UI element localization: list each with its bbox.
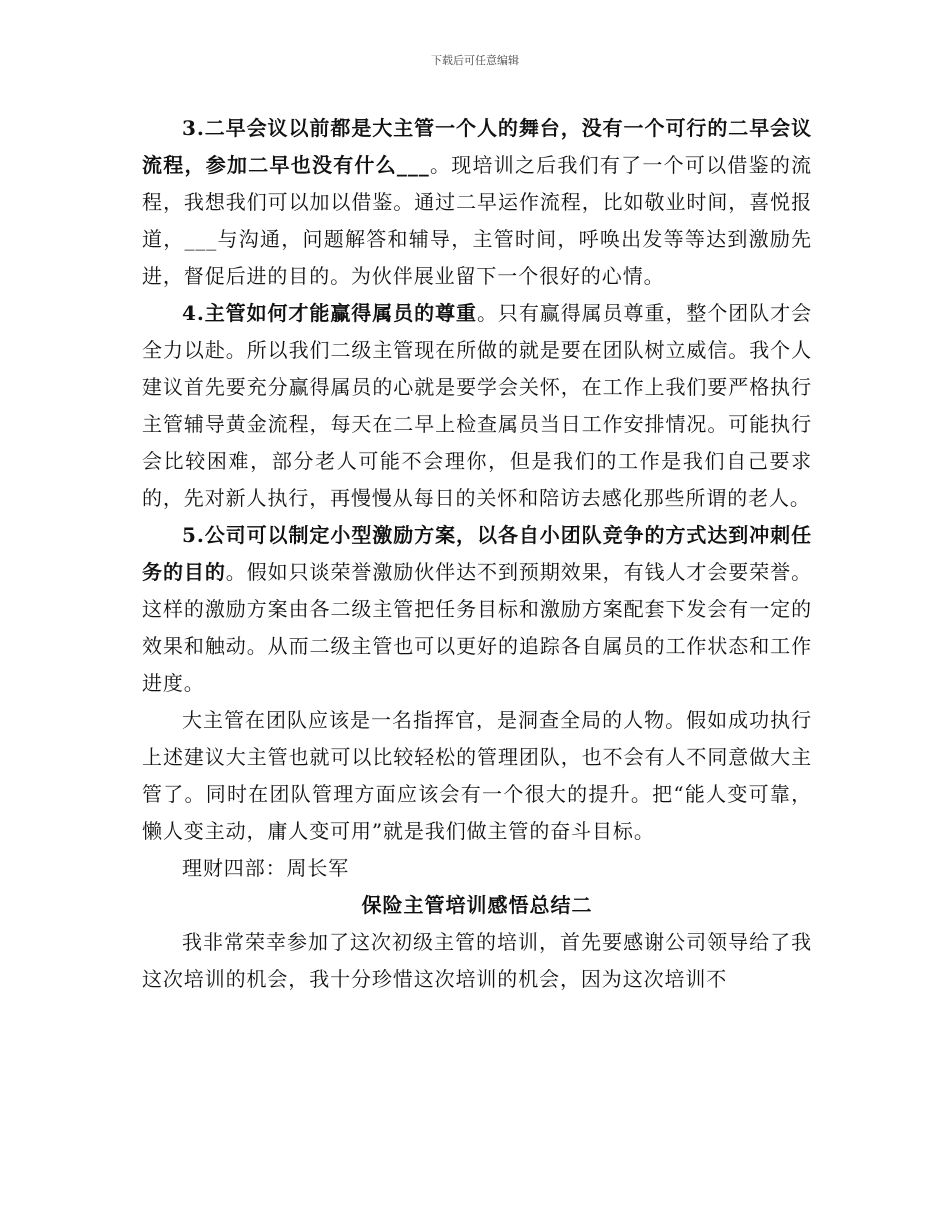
paragraph-7: 我非常荣幸参加了这次初级主管的培训，首先要感谢公司领导给了我这次培训的机会，我十分珍惜这次培训的机会，因为这次培训不: [142, 930, 812, 991]
paragraph-3: [142, 110, 812, 295]
paragraph-5-text: 。假如只谈荣誉激励伙伴达不到预期效果，有钱人才会要荣誉。这样的激励方案由各二级主管把任务目标和激励方案配套下发会有一定的效果和触动。从而二级主管也可以更好的追踪各自属员的工作状态和工作进度。: [142, 560, 812, 695]
signature: 理财四部：周长军: [182, 856, 350, 880]
paragraph-5-heading: 5.公司可以制定小型激励方案，以各自小团队竞争的方式达到冲刺任务的目的: [142, 523, 812, 584]
paragraph-4-heading: 4.主管如何才能赢得属员的尊重: [182, 301, 477, 325]
paragraph-4: [142, 295, 812, 517]
header-note: 下载后可任意编辑: [431, 54, 519, 67]
document-body: [142, 110, 812, 998]
paragraph-4-text: 。只有赢得属员尊重，整个团队才会全力以赴。所以我们二级主管现在所做的就是要在团队树立威信。我个人建议首先要充分赢得属员的心就是要学会关怀，在工作上我们要严格执行主管辅导黄金流程，每天在二早上检查属员当日工作安排情况。可能执行会比较困难，部分老人可能不会理你，但是我们的工作是我们自己要求的，先对新人执行，再慢慢从每日的关怀和陪访去感化那些所谓的老人。: [142, 301, 812, 510]
paragraph-3-heading: 3.二早会议以前都是大主管一个人的舞台，没有一个可行的二早会议流程，参加二早也没有什么___: [142, 116, 812, 177]
paragraph-3-text: 。现培训之后我们有了一个可以借鉴的流程，我想我们可以加以借鉴。通过二早运作流程，比如敬业时间，喜悦报道，___与沟通，问题解答和辅导，主管时间，呼唤出发等等达到激励先进，督促后进的目的。为伙伴展业留下一个很好的心情。: [142, 153, 813, 288]
section-title: 保险主管培训感悟总结二: [361, 893, 593, 917]
paragraph-6: 大主管在团队应该是一名指挥官，是洞查全局的人物。假如成功执行上述建议大主管也就可以比较轻松的管理团队，也不会有人不同意做大主管了。同时在团队管理方面应该会有一个很大的提升。把“能人变可靠，懒人变主动，庸人变可用”就是我们做主管的奋斗目标。: [142, 708, 812, 843]
paragraph-5: [142, 517, 812, 702]
